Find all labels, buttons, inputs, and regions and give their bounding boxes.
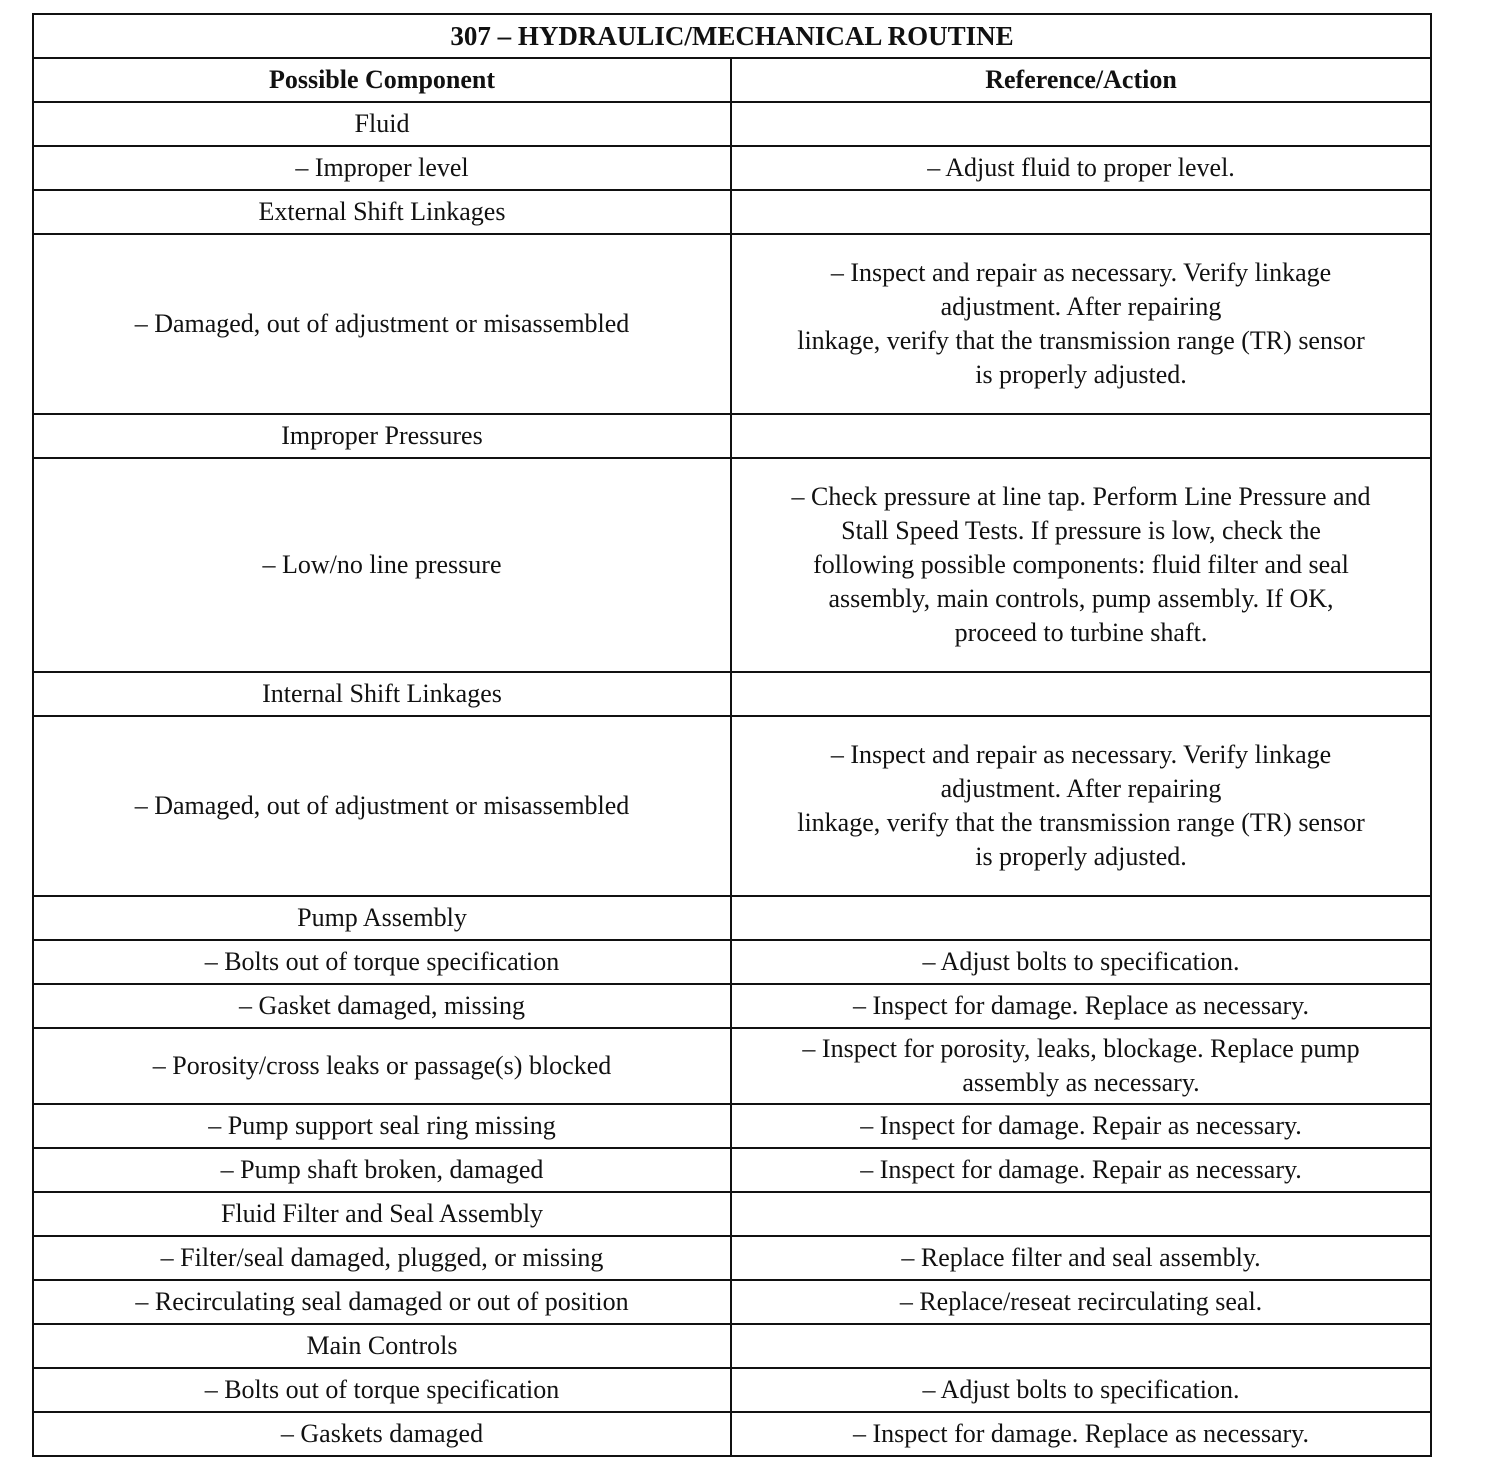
- action-cell: [731, 896, 1431, 940]
- action-line: – Check pressure at line tap. Perform Line Pressure and: [791, 482, 1371, 511]
- action-cell: [731, 672, 1431, 716]
- table-row: [33, 1104, 1431, 1148]
- action-cell: – Replace filter and seal assembly.: [731, 1236, 1431, 1280]
- table-row: [33, 190, 1431, 234]
- action-line: following possible components: fluid filter and seal: [813, 550, 1349, 579]
- action-line: proceed to turbine shaft.: [954, 618, 1208, 647]
- table-row: [33, 940, 1431, 984]
- component-cell: – Recirculating seal damaged or out of position: [33, 1280, 731, 1324]
- component-cell: Fluid: [33, 102, 731, 146]
- component-cell: Pump Assembly: [33, 896, 731, 940]
- action-line: is properly adjusted.: [975, 360, 1187, 389]
- table-row: [33, 1028, 1431, 1104]
- action-line: is properly adjusted.: [975, 842, 1187, 871]
- column-header-component: Possible Component: [33, 58, 731, 102]
- component-cell: – Filter/seal damaged, plugged, or missing: [33, 1236, 731, 1280]
- action-cell: – Adjust bolts to specification.: [731, 940, 1431, 984]
- action-cell: [731, 1192, 1431, 1236]
- action-cell: – Inspect for damage. Repair as necessary.: [731, 1104, 1431, 1148]
- component-cell: – Bolts out of torque specification: [33, 1368, 731, 1412]
- action-cell: [731, 1028, 1431, 1104]
- action-cell: [731, 102, 1431, 146]
- action-line: adjustment. After repairing: [940, 292, 1222, 321]
- component-cell: – Gaskets damaged: [33, 1412, 731, 1456]
- action-line: – Inspect for porosity, leaks, blockage. Replace pump: [802, 1034, 1360, 1063]
- hydraulic-mechanical-routine-table: [32, 13, 1432, 1457]
- action-cell: – Replace/reseat recirculating seal.: [731, 1280, 1431, 1324]
- action-line: – Inspect and repair as necessary. Verify linkage: [830, 740, 1332, 769]
- action-line: linkage, verify that the transmission range (TR) sensor: [797, 808, 1365, 837]
- action-cell: – Inspect for damage. Replace as necessary.: [731, 984, 1431, 1028]
- component-cell: – Bolts out of torque specification: [33, 940, 731, 984]
- table-row: [33, 672, 1431, 716]
- action-cell: – Inspect for damage. Repair as necessary.: [731, 1148, 1431, 1192]
- action-line: adjustment. After repairing: [940, 774, 1222, 803]
- action-cell: [731, 716, 1431, 896]
- component-cell: – Pump shaft broken, damaged: [33, 1148, 731, 1192]
- column-header-action: Reference/Action: [731, 58, 1431, 102]
- action-line: linkage, verify that the transmission range (TR) sensor: [797, 326, 1365, 355]
- action-cell: [731, 1324, 1431, 1368]
- component-cell: Main Controls: [33, 1324, 731, 1368]
- component-cell: – Pump support seal ring missing: [33, 1104, 731, 1148]
- table-row: [33, 146, 1431, 190]
- table-row: [33, 234, 1431, 414]
- component-cell: – Improper level: [33, 146, 731, 190]
- component-cell: – Porosity/cross leaks or passage(s) blocked: [33, 1028, 731, 1104]
- table-row: [33, 102, 1431, 146]
- component-cell: – Gasket damaged, missing: [33, 984, 731, 1028]
- component-cell: – Damaged, out of adjustment or misassembled: [33, 234, 731, 414]
- action-line: assembly, main controls, pump assembly. If OK,: [828, 584, 1334, 613]
- table-row: [33, 716, 1431, 896]
- action-cell: [731, 234, 1431, 414]
- component-cell: Internal Shift Linkages: [33, 672, 731, 716]
- action-cell: – Inspect for damage. Replace as necessary.: [731, 1412, 1431, 1456]
- table-row: [33, 458, 1431, 672]
- component-cell: Fluid Filter and Seal Assembly: [33, 1192, 731, 1236]
- component-cell: External Shift Linkages: [33, 190, 731, 234]
- table-row: [33, 1412, 1431, 1456]
- table-row: [33, 984, 1431, 1028]
- table-row: [33, 414, 1431, 458]
- component-cell: – Low/no line pressure: [33, 458, 731, 672]
- action-line: assembly as necessary.: [962, 1068, 1200, 1097]
- table-title: 307 – HYDRAULIC/MECHANICAL ROUTINE: [33, 14, 1431, 58]
- table-row: [33, 1236, 1431, 1280]
- component-cell: Improper Pressures: [33, 414, 731, 458]
- action-cell: – Adjust fluid to proper level.: [731, 146, 1431, 190]
- table-row: [33, 1148, 1431, 1192]
- table-row: [33, 1368, 1431, 1412]
- action-line: Stall Speed Tests. If pressure is low, check the: [841, 516, 1321, 545]
- table-row: [33, 1280, 1431, 1324]
- table-row: [33, 1192, 1431, 1236]
- table-row: [33, 1324, 1431, 1368]
- table-row: [33, 896, 1431, 940]
- action-line: – Inspect and repair as necessary. Verify linkage: [830, 258, 1332, 287]
- action-cell: [731, 190, 1431, 234]
- action-cell: [731, 414, 1431, 458]
- action-cell: – Adjust bolts to specification.: [731, 1368, 1431, 1412]
- action-cell: [731, 458, 1431, 672]
- component-cell: – Damaged, out of adjustment or misassembled: [33, 716, 731, 896]
